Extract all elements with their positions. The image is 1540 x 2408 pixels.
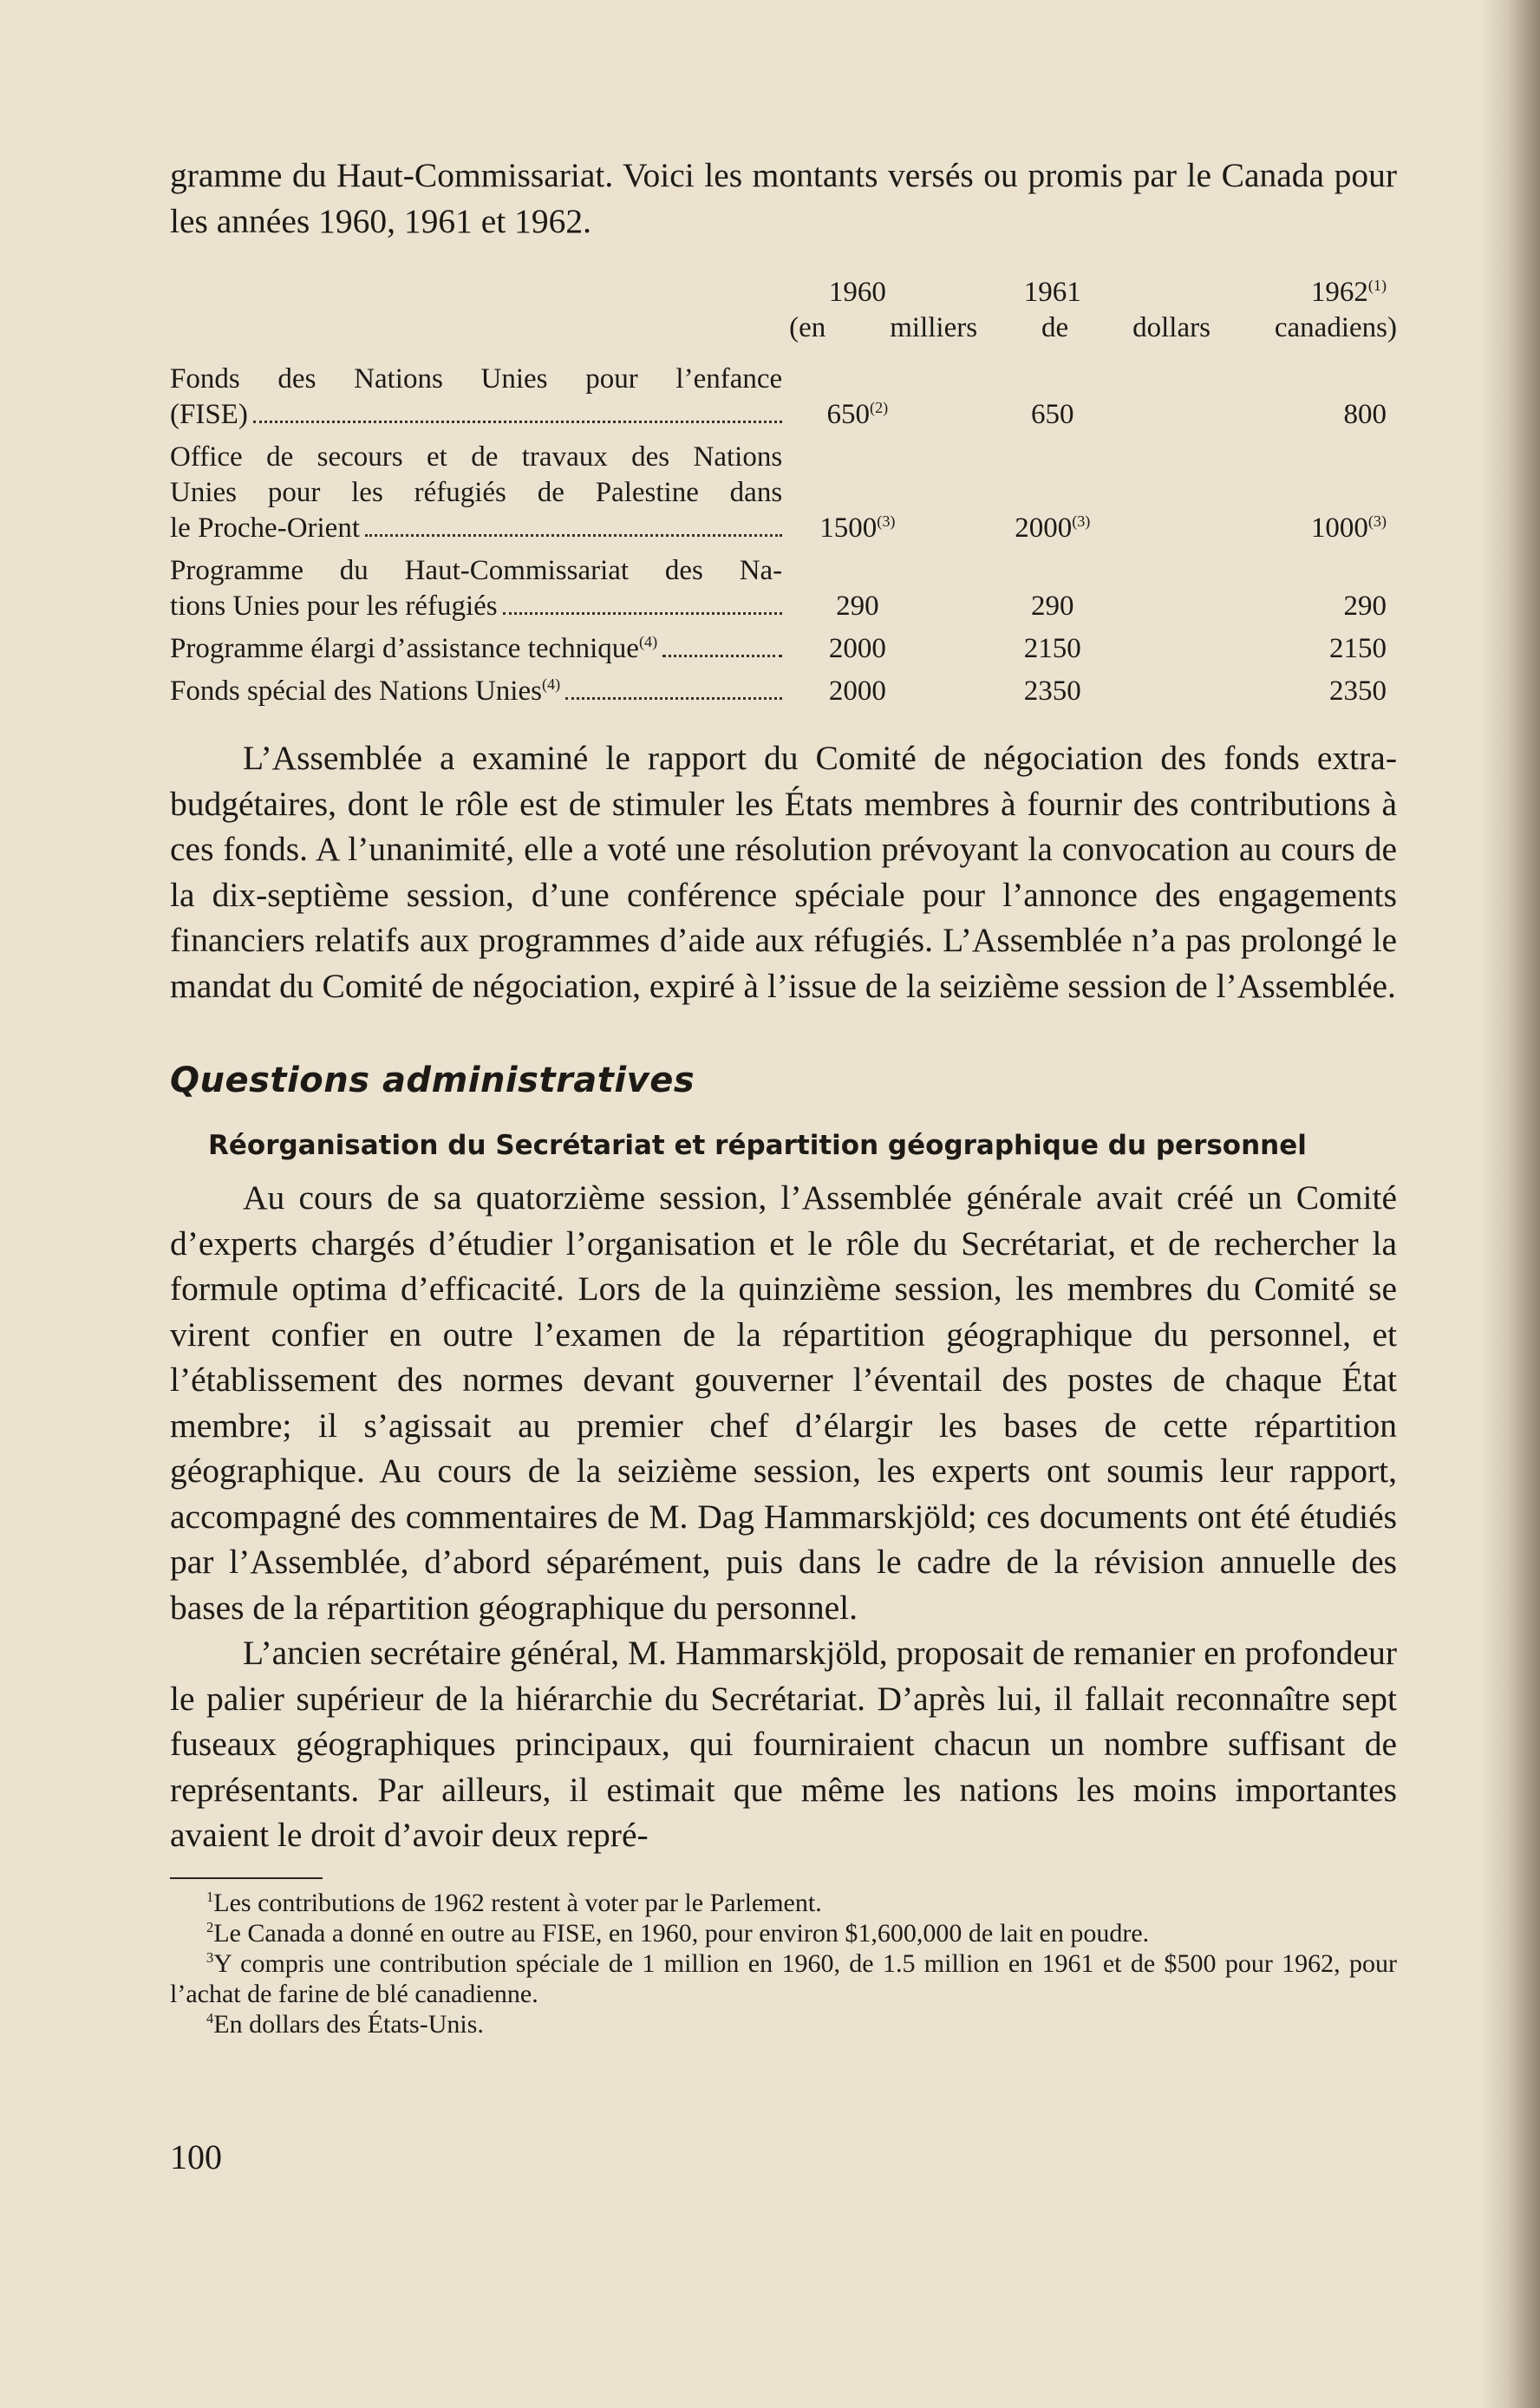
table-header-row — [170, 275, 1397, 310]
row-label: Office de secours et de travaux des Nations Unies pour les réfugiés de Palestine dans le Proche-Orient — [170, 441, 783, 544]
footnote: $^4$En dollars des États-Unis. — [206, 2009, 484, 2039]
leader-dots — [503, 611, 783, 615]
amount-cell: 800 — [1343, 399, 1387, 430]
year-1962-header: 1962$^{(1)}$ — [1310, 277, 1387, 308]
amount-cell: 290 — [1031, 591, 1074, 622]
footnote: $^1$Les contributions de 1962 restent à voter par le Parlement. — [206, 1888, 822, 1917]
footnote: $^3$Y compris une contribution spéciale de 1 million en 1960, de 1.5 million en 1961 et de $500 pour 1962, pour l’achat de farine de blé canadienne. — [170, 1948, 1397, 2008]
table-row — [170, 674, 1397, 716]
amount-cell: 2000$^{(3)}$ — [1015, 512, 1091, 544]
leader-dots — [365, 533, 782, 537]
amount-cell: 2000 — [828, 633, 886, 664]
row-label: Fonds spécial des Nations Unies$^{(4)}$ — [170, 674, 782, 716]
leader-dots — [565, 696, 782, 700]
amount-cell: 290 — [1343, 591, 1387, 622]
amount-cell: 2150 — [1023, 633, 1081, 664]
subsection-title: Réorganisation du Secrétariat et répartition géographique du personnel — [208, 1130, 1307, 1161]
footnote-rule — [170, 1877, 323, 1879]
row-label: Programme du Haut-Commissariat des Na- tions Unies pour les réfugiés — [170, 555, 783, 622]
table-row — [170, 440, 1397, 553]
amount-cell: 650$^{(2)}$ — [826, 399, 889, 430]
leader-dots — [662, 654, 782, 657]
table-row — [170, 362, 1397, 440]
leader-dots — [253, 420, 782, 423]
paragraph-hammarskjold: L’ancien secrétaire général, M. Hammarskjöld, proposait de remanier en profondeur le palier supérieur de la hiérarchie du Secrétariat. D’après lui, il fallait reconnaître sept fuseaux géographiques principaux, qui fourniraient chacun un nombre suffisant de représentants. Par ailleurs, il estimait que même les nations les moins importantes avaient le droit d’avoir deux repré- — [170, 1634, 1397, 1854]
page-number: 100 — [170, 2137, 222, 2176]
table-body — [170, 362, 1397, 716]
contributions-table — [170, 275, 1397, 716]
row-label: Fonds des Nations Unies pour l’enfance (FISE) — [170, 363, 783, 430]
footnotes — [170, 1888, 1397, 2039]
table-unit-row — [170, 310, 1397, 362]
table-row — [170, 631, 1397, 674]
amount-cell: 650 — [1031, 399, 1074, 430]
paragraph-reorganisation: Au cours de sa quatorzième session, l’Assemblée générale avait créé un Comité d’experts chargés d’étudier l’organisation et le rôle du Secrétariat, et de rechercher la formule optima d’efficacité. Lors de la quinzième session, les membres du Comité se virent confier en outre l’examen de la répartition géographique du personnel, et l’établissement des normes devant gouverner l’éventail des postes de chaque État membre; il s’agissait au premier chef d’élargir les bases de cette répartition géographique. Au cours de la seizième session, les experts ont soumis leur rapport, accompagné des commentaires de M. Dag Hammarskjöld; ces documents ont été étudiés par l’Assemblée, d’abord séparément, puis dans le cadre de la révision annuelle des bases de la répartition géographique du personnel. — [170, 1178, 1397, 1627]
section-title: Questions administratives — [170, 1060, 695, 1100]
year-1961-header: 1961 — [1023, 277, 1081, 308]
unit-caption: (en milliers de dollars canadiens) — [789, 312, 1397, 343]
intro-paragraph: gramme du Haut-Commissariat. Voici les montants versés ou promis par le Canada pour les années 1960, 1961 et 1962. — [170, 156, 1397, 240]
footnote: $^2$Le Canada a donné en outre au FISE, en 1960, pour environ $1,600,000 de lait en poudre. — [206, 1918, 1150, 1948]
paragraph-comite-negociation: L’Assemblée a examiné le rapport du Comité de négociation des fonds extra-budgétaires, dont le rôle est de stimuler les États membres à fournir des contributions à ces fonds. A l’unanimité, elle a voté une résolution prévoyant la convocation au cours de la dix-septième session, d’une conférence spéciale pour l’annonce des engagements financiers relatifs aux programmes d’aide aux réfugiés. L’Assemblée n’a pas prolongé le mandat du Comité de négociation, expiré à l’issue de la seizième session de l’Assemblée. — [170, 739, 1397, 1005]
row-label: Programme élargi d’assistance technique$^{(4)}$ — [170, 631, 782, 674]
page-content — [170, 153, 1397, 2039]
year-1960-header: 1960 — [828, 277, 886, 308]
amount-cell: 2350 — [1023, 675, 1081, 707]
amount-cell: 290 — [836, 591, 879, 622]
amount-cell: 1000$^{(3)}$ — [1310, 512, 1387, 544]
amount-cell: 2150 — [1329, 633, 1387, 664]
book-spine-shadow — [1479, 0, 1540, 2408]
amount-cell: 1500$^{(3)}$ — [819, 512, 896, 544]
amount-cell: 2000 — [828, 675, 886, 707]
table-row — [170, 553, 1397, 631]
amount-cell: 2350 — [1329, 675, 1387, 707]
